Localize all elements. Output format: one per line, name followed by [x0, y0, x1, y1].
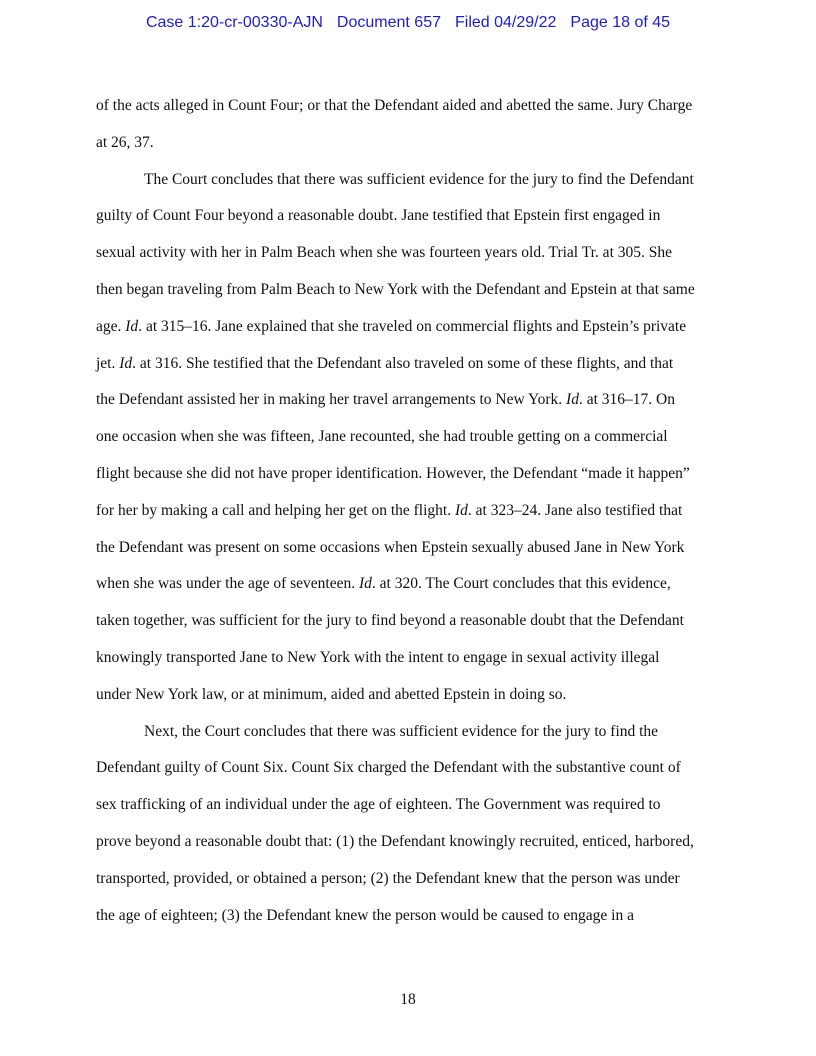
document-number: Document 657: [336, 14, 441, 31]
citation-id: Id: [125, 317, 139, 335]
text-segment: taken together, was sufficient for the jury to find beyond a reasonable doubt that the Defendant: [96, 612, 684, 630]
text-segment: transported, provided, or obtained a person; (2) the Defendant knew that the person was under: [96, 869, 680, 887]
text-line: [96, 536, 736, 573]
citation-id: Id: [358, 575, 372, 593]
text-segment: The Court concludes that there was sufficient evidence for the jury to find the Defendant: [144, 170, 694, 188]
text-line: [96, 499, 736, 536]
text-line: [96, 425, 736, 462]
citation-id: Id: [454, 501, 468, 519]
text-segment: . at 323–24. Jane also testified that: [467, 501, 683, 519]
text-line: [96, 867, 736, 904]
text-line: [96, 352, 736, 389]
text-segment: knowingly transported Jane to New York with the intent to engage in sexual activity illegal: [96, 648, 660, 666]
text-line: [96, 683, 736, 720]
citation-id: Id: [566, 391, 579, 409]
text-segment: Next, the Court concludes that there was sufficient evidence for the jury to find the: [144, 722, 659, 740]
text-segment: when she was under the age of seventeen.: [96, 575, 359, 593]
text-segment: the Defendant was present on some occasions when Epstein sexually abused Jane in New York: [96, 538, 685, 556]
text-segment: Defendant guilty of Count Six. Count Six charged the Defendant with the substantive count of: [96, 759, 681, 777]
text-line: [96, 646, 736, 683]
text-segment: of the acts alleged in Count Four; or that the Defendant aided and abetted the same. Jury Charge: [96, 97, 693, 114]
text-segment: jet.: [96, 354, 120, 372]
text-segment: then began traveling from Palm Beach to New York with the Defendant and Epstein at that same: [96, 280, 695, 298]
text-segment: prove beyond a reasonable doubt that: (1) the Defendant knowingly recruited, enticed, harbored,: [96, 832, 694, 850]
text-line: [96, 241, 736, 278]
text-segment: flight because she did not have proper identification. However, the Defendant “made it happen”: [96, 464, 690, 482]
text-segment: the age of eighteen; (3) the Defendant knew the person would be caused to engage in a: [96, 906, 634, 924]
text-line: [96, 388, 736, 425]
text-segment: at 26, 37.: [96, 133, 154, 151]
text-segment: . at 315–16. Jane explained that she traveled on commercial flights and Epstein’s private: [138, 317, 687, 335]
text-segment: . at 316. She testified that the Defendant also traveled on some of these flights, and that: [132, 354, 674, 372]
citation-id: Id: [119, 354, 133, 372]
page-number: 18: [400, 991, 416, 1008]
paragraph-first-line: [96, 168, 736, 205]
text-segment: for her by making a call and helping her get on the flight.: [96, 501, 455, 519]
text-line: [96, 756, 736, 793]
text-segment: sexual activity with her in Palm Beach when she was fourteen years old. Trial Tr. at 305. She: [96, 244, 672, 262]
text-line: [96, 94, 736, 131]
text-line: [96, 278, 736, 315]
text-line: [96, 131, 736, 168]
text-segment: under New York law, or at minimum, aided and abetted Epstein in doing so.: [96, 685, 567, 703]
page-indicator: Page 18 of 45: [570, 14, 671, 31]
text-segment: . at 316–17. On: [578, 391, 675, 409]
filed-date: Filed 04/29/22: [454, 14, 557, 31]
text-segment: guilty of Count Four beyond a reasonable doubt. Jane testified that Epstein first engaged in: [96, 207, 661, 225]
text-segment: sex trafficking of an individual under the age of eighteen. The Government was required to: [96, 796, 661, 814]
text-line: [96, 462, 736, 499]
text-line: [96, 793, 736, 830]
court-filing-header: [0, 14, 816, 32]
text-segment: the Defendant assisted her in making her travel arrangements to New York.: [96, 391, 567, 409]
text-segment: age.: [96, 317, 126, 335]
text-segment: . at 320. The Court concludes that this evidence,: [371, 575, 671, 593]
text-line: [96, 315, 736, 352]
document-body: [96, 94, 736, 940]
paragraph-first-line: [96, 720, 736, 757]
text-line: [96, 204, 736, 241]
text-line: [96, 830, 736, 867]
text-segment: one occasion when she was fifteen, Jane recounted, she had trouble getting on a commercial: [96, 428, 668, 446]
case-number: Case 1:20-cr-00330-AJN: [145, 14, 323, 31]
text-line: [96, 572, 736, 609]
text-line: [96, 609, 736, 646]
text-line: [96, 904, 736, 941]
